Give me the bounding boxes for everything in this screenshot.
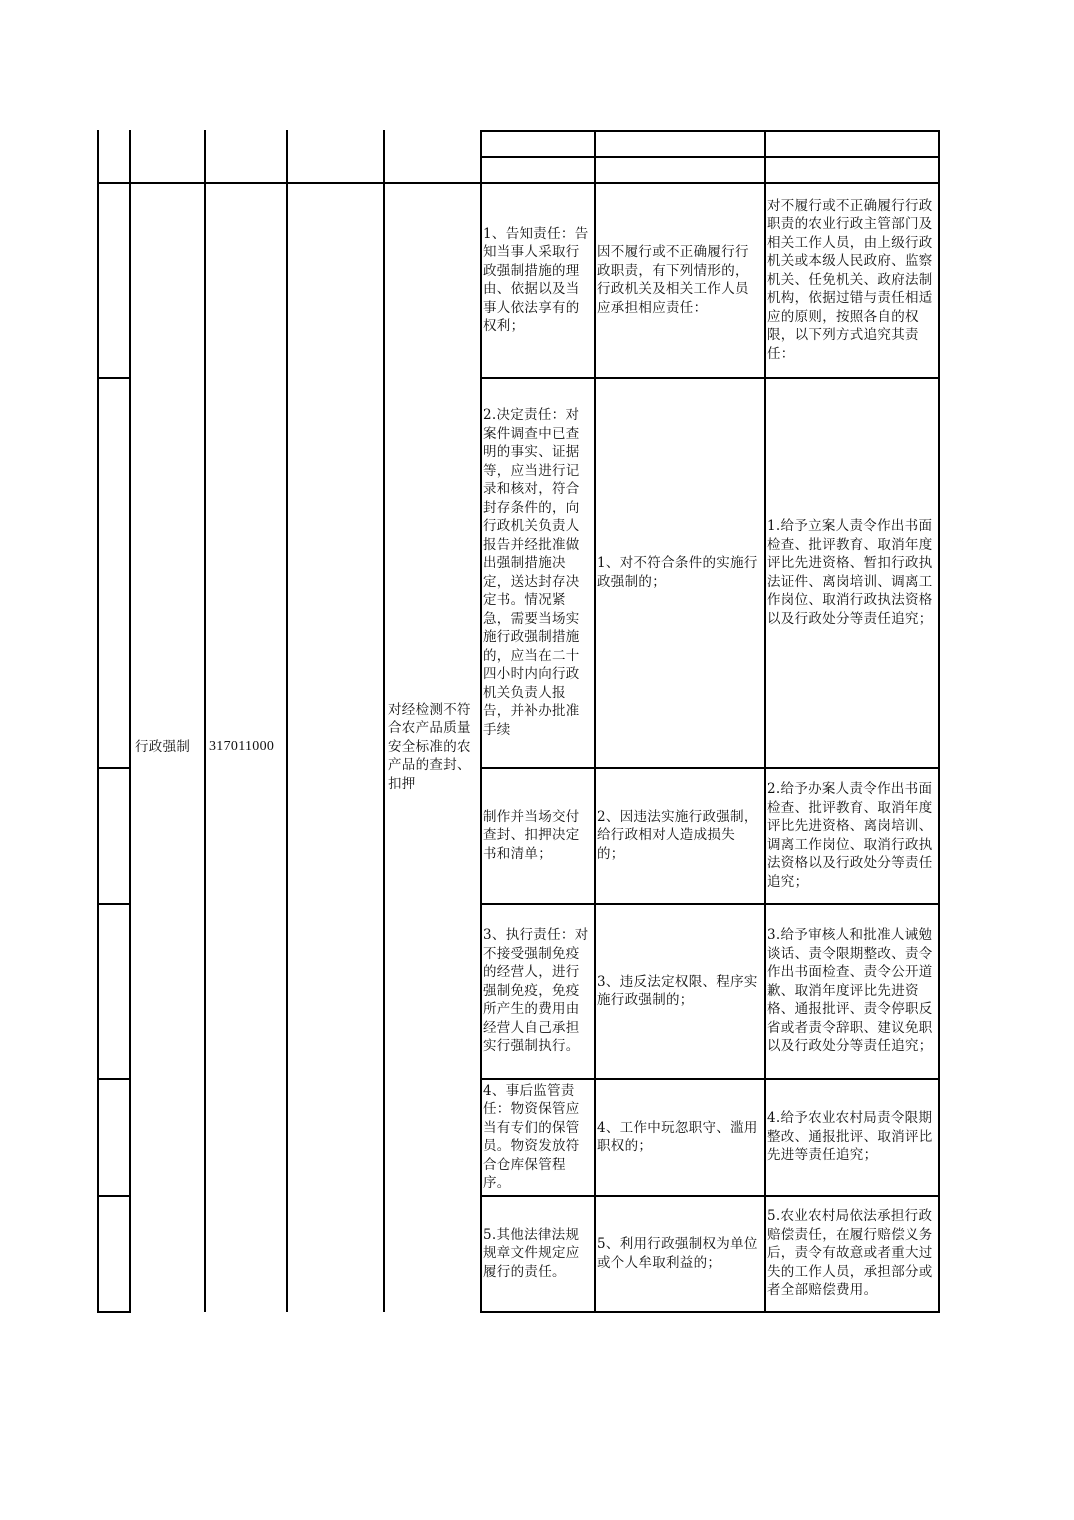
item-name-cell [385,184,478,1310]
grid-line [594,130,596,1312]
situation-text: 5、利用行政强制权为单位或个人牟取利益的； [597,1236,758,1271]
situation-text: 1、对不符合条件的实施行政强制的； [597,555,758,590]
accountability-text: 对不履行或不正确履行行政职责的农业行政主管部门及相关工作人员，由上级行政机关或本级人民政府、监察机关、任免机关、政府法制机构，依据过错与责任相适应的原则，按照各自的权限，以下列方式追究其责任： [767,197,933,362]
accountability-text: 3.给予审核人和批准人诫勉谈话、责令限期整改、责令作出书面检查、责令公开道歉、取消年度评比先进资格、通报批评、责令停职反省或者责令辞职、建议免职以及行政处分等责任追究； [767,927,933,1055]
grid-line [97,377,131,379]
item-name-text: 对经检测不符合农产品质量安全标准的农产品的查封、扣押 [388,701,471,792]
situation-text: 2、因违法实施行政强制，给行政相对人造成损失的； [597,808,758,862]
code-text: 317011000 [209,738,275,754]
duty-text: 1、告知责任：告知当事人采取行政强制措施的理由、依据以及当事人依法享有的权利； [483,225,589,334]
grid-line [480,130,940,132]
accountability-text: 1.给予立案人责令作出书面检查、批评教育、取消年度评比先进资格、暂扣行政执法证件、离岗培训、调离工作岗位、取消行政执法资格以及行政处分等责任追究； [767,518,933,627]
grid-line [286,130,288,1312]
accountability-text: 5.农业农村局依法承担行政赔偿责任，在履行赔偿义务后，责令有故意或者重大过失的工作人员，承担部分或者全部赔偿费用。 [767,1208,933,1299]
grid-line [97,1195,131,1197]
grid-line [480,130,482,1312]
duty-text: 2.决定责任：对案件调查中已查明的事实、证据等，应当进行记录和核对，符合封存条件的，向行政机关负责人报告并经批准做出强制措施决定，送达封存决定书。情况紧急，需要当场实施行政强制措施的，应当在二十四小时内向行政机关负责人报告，并补办批准手续 [483,407,580,738]
duty-text: 5.其他法律法规规章文件规定应履行的责任。 [483,1226,580,1280]
accountability-cell [767,379,936,766]
grid-line [480,156,940,158]
grid-line [480,1311,940,1313]
situation-text: 3、违反法定权限、程序实施行政强制的； [597,973,758,1008]
accountability-cell [767,184,936,376]
duty-text: 4、事后监管责任：物资保管应当有专们的保管员。物资发放符合仓库保管程序。 [483,1082,580,1191]
situation-text: 4、工作中玩忽职守、滥用职权的； [597,1119,758,1154]
accountability-cell [767,1197,936,1310]
situation-cell [597,1080,762,1194]
duty-cell [483,1080,592,1194]
accountability-text: 2.给予办案人责令作出书面检查、批评教育、取消年度评比先进资格、离岗培训、调离工作岗位、取消行政执法资格以及行政处分等责任追究； [767,781,933,890]
duty-cell [483,1197,592,1310]
accountability-cell [767,905,936,1077]
duty-text: 3、执行责任：对不接受强制免疫的经营人，进行强制免疫，免疫所产生的费用由经营人自己承担实行强制执行。 [483,927,589,1055]
situation-cell [597,1197,762,1310]
accountability-text: 4.给予农业农村局责令限期整改、通报批评、取消评比先进等责任追究； [767,1110,933,1164]
accountability-cell [767,1080,936,1194]
situation-cell [597,905,762,1077]
grid-line [97,130,99,1312]
situation-cell [597,379,762,766]
grid-line [97,1078,131,1080]
grid-line [97,1311,131,1313]
duty-cell [483,905,592,1077]
situation-cell [597,184,762,376]
category-cell [131,184,202,1310]
duty-cell [483,379,592,766]
grid-line [764,130,766,1312]
duty-cell [483,184,592,376]
situation-text: 因不履行或不正确履行行政职责，有下列情形的，行政机关及相关工作人员应承担相应责任： [597,244,749,316]
code-cell [206,184,284,1310]
accountability-cell [767,769,936,902]
grid-line [97,903,131,905]
duty-text: 制作并当场交付查封、扣押决定书和清单； [483,808,580,862]
duty-cell [483,769,592,902]
grid-line [938,130,940,1312]
grid-line [97,767,131,769]
category-text: 行政强制 [135,738,191,755]
situation-cell [597,769,762,902]
